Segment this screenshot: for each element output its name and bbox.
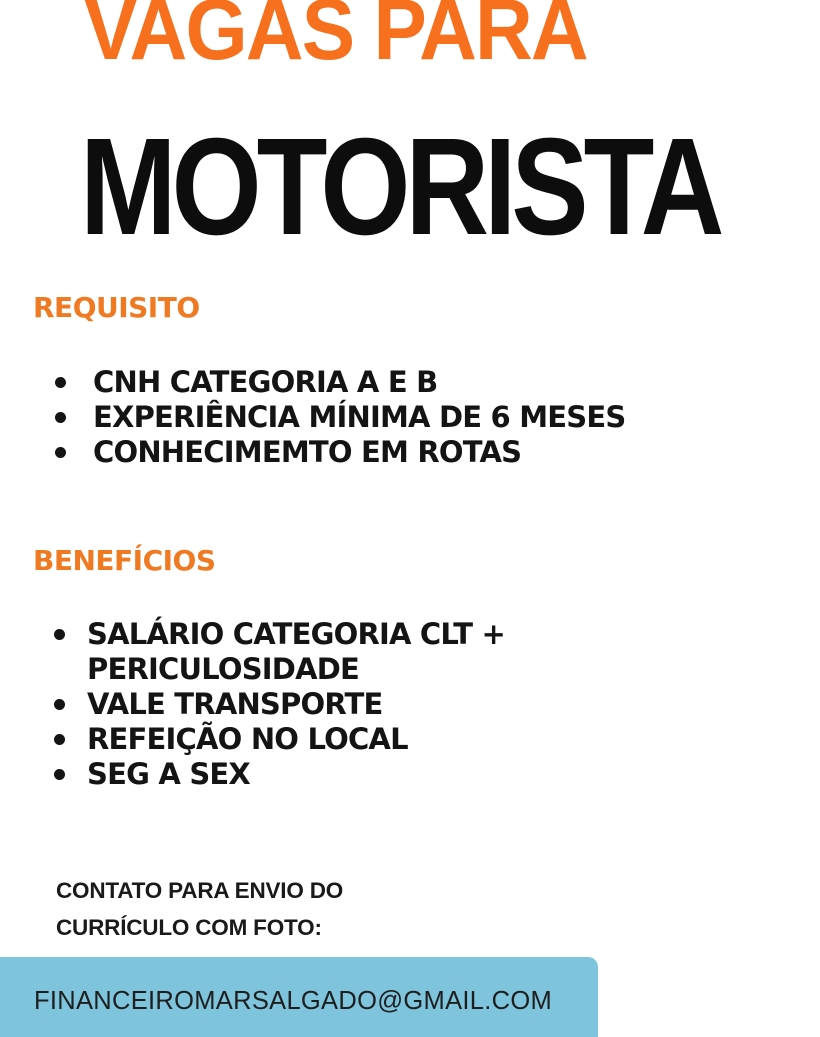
bullet-dot-icon: [55, 447, 66, 458]
headline-vagas-para: VAGAS PARA: [84, 0, 587, 78]
list-item-text: CONHECIMEMTO EM ROTAS: [93, 435, 522, 469]
list-item-text: VALE TRANSPORTE: [87, 687, 383, 721]
list-item: [87, 687, 505, 722]
list-item: [87, 617, 505, 652]
bullet-dot-icon: [54, 629, 65, 640]
bullet-dot-icon: [54, 734, 65, 745]
bullet-dot-icon: [54, 699, 65, 710]
list-item: [87, 757, 505, 792]
email-banner: [0, 957, 598, 1037]
list-item-text: PERICULOSIDADE: [87, 652, 359, 686]
list-item-text: CNH CATEGORIA A E B: [93, 365, 438, 399]
list-item-text: EXPERIÊNCIA MÍNIMA DE 6 MESES: [93, 400, 626, 434]
list-item: [93, 435, 625, 470]
list-item-text: SEG A SEX: [87, 757, 250, 791]
benefits-list: [87, 617, 505, 792]
list-item-continuation: [87, 652, 505, 687]
benefits-title: BENEFÍCIOS: [33, 544, 216, 577]
contact-email-link[interactable]: FINANCEIROMARSALGADO@GMAIL.COM: [34, 987, 553, 1015]
bullet-dot-icon: [55, 412, 66, 423]
list-item-text: REFEIÇÃO NO LOCAL: [87, 722, 408, 756]
list-item-text: SALÁRIO CATEGORIA CLT +: [87, 617, 506, 651]
requirements-title: REQUISITO: [33, 291, 200, 324]
bullet-dot-icon: [54, 769, 65, 780]
requirements-list: [93, 365, 625, 470]
list-item: [87, 722, 505, 757]
contact-line-2: CURRÍCULO COM FOTO:: [56, 915, 322, 940]
contact-instructions: [56, 872, 343, 946]
bullet-dot-icon: [55, 377, 66, 388]
headline-motorista: MOTORISTA: [80, 110, 720, 264]
list-item: [93, 365, 625, 400]
list-item: [93, 400, 625, 435]
contact-line-1: CONTATO PARA ENVIO DO: [56, 878, 344, 903]
